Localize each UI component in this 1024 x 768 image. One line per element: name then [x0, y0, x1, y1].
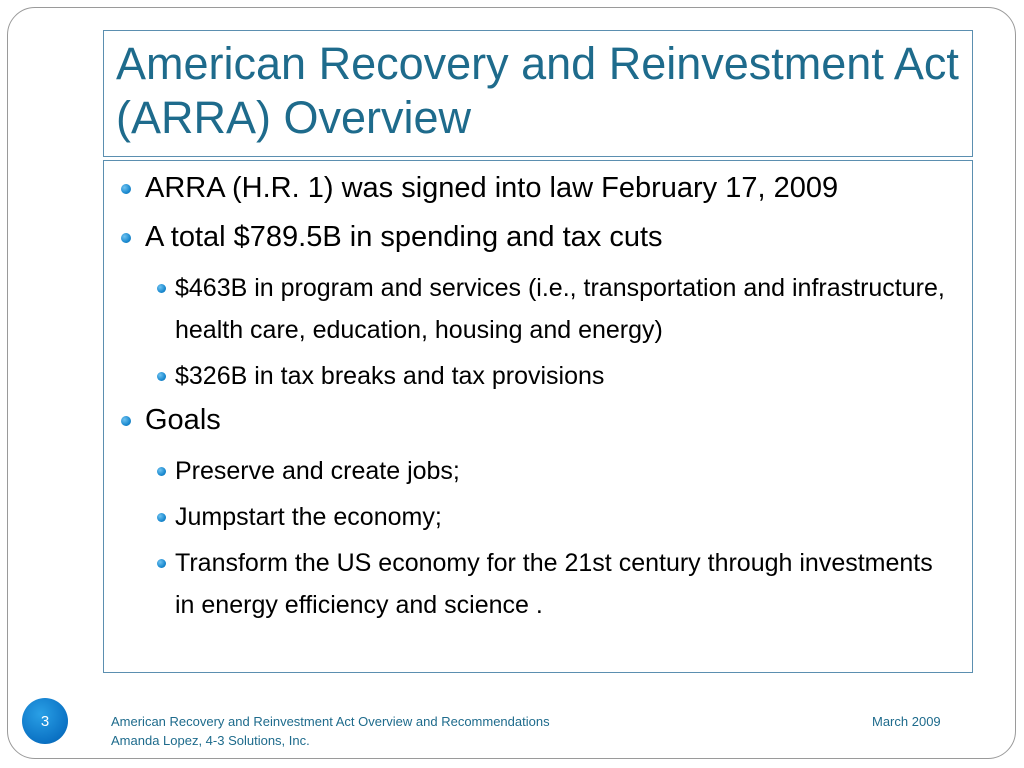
sub-bullet-icon [157, 284, 166, 293]
page-number: 3 [40, 712, 50, 730]
sub-bullet-icon [157, 513, 166, 522]
sub-bullet-text: $463B in program and services (i.e., transportation and infrastructure, health care, education, housing and energy) [175, 274, 945, 344]
bullet-icon [121, 416, 131, 426]
sub-bullet-text: Preserve and create jobs; [175, 457, 460, 485]
sub-bullet-item [155, 496, 957, 538]
slide-title: American Recovery and Reinvestment Act (ARRA) Overview [116, 38, 959, 143]
footer-line-2: Amanda Lopez, 4-3 Solutions, Inc. [111, 733, 310, 748]
bullet-list [117, 169, 957, 630]
footer-text [111, 712, 550, 750]
bullet-item [117, 169, 957, 208]
sub-bullet-item [155, 542, 957, 626]
sub-bullet-item [155, 450, 957, 492]
footer-line-1: American Recovery and Reinvestment Act Overview and Recommendations [111, 714, 550, 729]
sub-bullet-icon [157, 372, 166, 381]
sub-bullet-icon [157, 467, 166, 476]
bullet-item [117, 401, 957, 440]
sub-bullet-item [155, 355, 957, 397]
bullet-text: Goals [145, 404, 221, 436]
title-placeholder [103, 30, 973, 157]
footer-date: March 2009 [872, 714, 941, 729]
page-number-badge [22, 698, 68, 744]
bullet-icon [121, 184, 131, 194]
sub-bullet-icon [157, 559, 166, 568]
bullet-text: ARRA (H.R. 1) was signed into law February 17, 2009 [145, 172, 839, 204]
bullet-item [117, 218, 957, 257]
content-placeholder [103, 160, 973, 673]
sub-bullet-item [155, 267, 957, 351]
bullet-text: A total $789.5B in spending and tax cuts [145, 221, 663, 253]
bullet-icon [121, 233, 131, 243]
sub-bullet-text: Jumpstart the economy; [175, 503, 442, 531]
sub-bullet-text: Transform the US economy for the 21st century through investments in energy efficiency and science . [175, 549, 933, 619]
sub-bullet-text: $326B in tax breaks and tax provisions [175, 362, 605, 390]
